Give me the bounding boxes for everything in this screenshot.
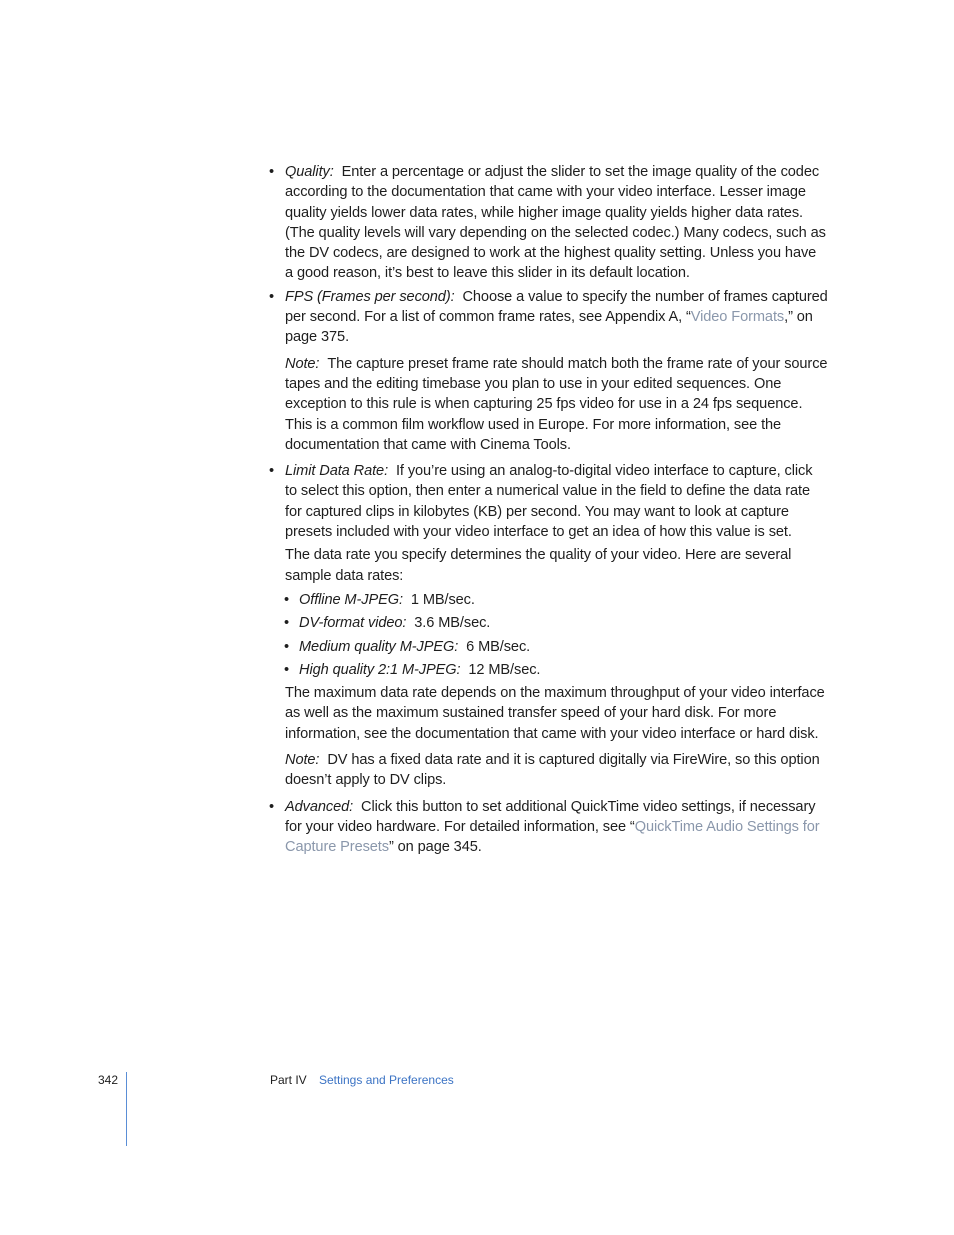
advanced-term: Advanced: <box>285 798 354 815</box>
rate-item <box>268 613 828 633</box>
bullet-icon: • <box>284 615 290 632</box>
section-link[interactable]: Settings and Preferences <box>319 1073 454 1087</box>
rate-value: 1 MB/sec. <box>410 591 475 608</box>
page-content <box>268 162 828 861</box>
rate-term: Offline M-JPEG: <box>299 591 403 608</box>
video-formats-link[interactable]: Video Formats <box>690 309 785 326</box>
rate-item <box>268 660 828 680</box>
note-label: Note: <box>285 752 320 769</box>
note-label: Note: <box>285 355 320 372</box>
bullet-icon: • <box>269 798 275 815</box>
rate-item <box>268 590 828 610</box>
bullet-icon: • <box>269 164 275 180</box>
rate-item <box>268 637 828 657</box>
quicktime-audio-settings-link[interactable]: QuickTime Audio Settings for Capture Presets <box>285 818 820 856</box>
rate-value: 3.6 MB/sec. <box>414 615 491 632</box>
quality-item <box>268 162 828 284</box>
limit-data-rate-item <box>268 461 828 542</box>
bullet-icon: • <box>284 638 290 655</box>
data-rate-intro: The data rate you specify determines the quality of your video. Here are several sample data rates: <box>285 547 792 584</box>
dv-note-text: DV has a fixed data rate and it is captured digitally via FireWire, so this option doesn’t apply to DV clips. <box>285 752 820 789</box>
bullet-icon: • <box>284 661 290 678</box>
bullet-icon: • <box>269 463 275 480</box>
quality-text: Enter a percentage or adjust the slider to set the image quality of the codec according to the documentation that came with your video interface. Lesser image quality yields lower data rates, while higher image quality yields higher data rates. (The quality levels will vary depending on the selected codec.) Many codecs, such as the DV codecs, are designed to work at the highest quality setting. Unless you have a good reason, it’s best to leave this slider in its default location. <box>285 164 826 282</box>
footer-divider <box>126 1072 127 1146</box>
quality-term: Quality: <box>285 164 334 180</box>
page-number: 342 <box>98 1073 119 1087</box>
rate-value: 6 MB/sec. <box>466 638 531 655</box>
fps-term: FPS (Frames per second): <box>285 288 455 305</box>
advanced-item <box>268 797 828 858</box>
advanced-text: Click this button to set additional QuickTime video settings, if necessary for your video hardware. For detailed information, see “ <box>285 798 816 835</box>
fps-text-end: ,” on page 375. <box>285 309 813 346</box>
bullet-icon: • <box>284 591 290 608</box>
rate-term: High quality 2:1 M-JPEG: <box>299 661 461 678</box>
fps-item <box>268 287 828 348</box>
rate-term: DV-format video: <box>299 615 407 632</box>
fps-text: Choose a value to specify the number of frames captured per second. For a list of common frame rates, see Appendix A, “ <box>285 288 828 326</box>
limit-data-rate-text: If you’re using an analog-to-digital video interface to capture, click to select this option, then enter a numerical value in the field to define the data rate for captured clips in kilobytes (KB) per second. You may want to look at capture presets included with your video interface to get an idea of how this value is set. <box>285 463 813 541</box>
rate-term: Medium quality M-JPEG: <box>299 638 459 655</box>
max-data-rate-paragraph: The maximum data rate depends on the maximum throughput of your video interface as well as the maximum sustained transfer speed of your hard disk. For more information, see the documentation that came with your video interface or hard disk. <box>285 685 825 742</box>
fps-note-text: The capture preset frame rate should match both the frame rate of your source tapes and the editing timebase you plan to use in your edited sequences. One exception to this rule is when capturing 25 fps video for use in a 24 fps sequence. This is a common film workflow used in Europe. For more information, see the documentation that came with Cinema Tools. <box>285 355 828 453</box>
dv-note <box>285 750 828 791</box>
fps-note <box>285 354 828 455</box>
advanced-text-end: ” on page 345. <box>388 839 482 856</box>
limit-data-rate-term: Limit Data Rate: <box>285 463 389 480</box>
part-label: Part IV <box>270 1073 307 1087</box>
bullet-icon: • <box>269 288 275 305</box>
rate-value: 12 MB/sec. <box>468 661 541 678</box>
